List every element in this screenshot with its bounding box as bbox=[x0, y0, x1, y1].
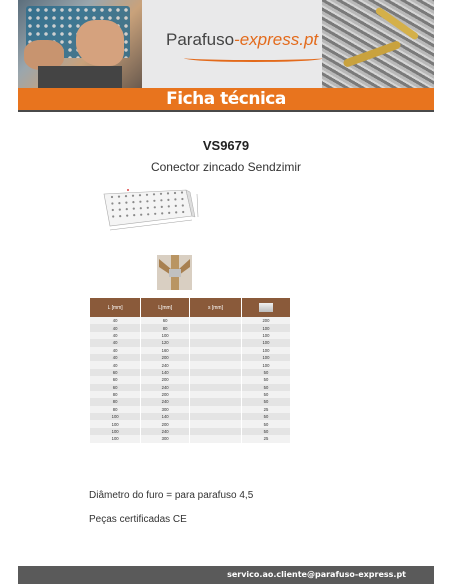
plate-hole bbox=[175, 211, 177, 213]
hole-diameter-note: Diâmetro do furo = para parafuso 4,5 bbox=[89, 490, 254, 501]
col-header-width: L [mm] bbox=[90, 298, 141, 317]
cell-length: 200 bbox=[141, 420, 190, 427]
table-row bbox=[90, 420, 291, 427]
cell-quantity: 50 bbox=[241, 420, 290, 427]
table-row bbox=[90, 391, 291, 398]
cell-width: 40 bbox=[90, 354, 141, 361]
cell-thickness bbox=[190, 428, 242, 435]
cell-length: 160 bbox=[141, 347, 190, 354]
banner-title: Ficha técnica bbox=[166, 89, 286, 109]
table-row bbox=[90, 361, 291, 368]
cell-quantity: 100 bbox=[241, 324, 290, 331]
plate-hole bbox=[119, 215, 121, 217]
plate-hole bbox=[132, 201, 134, 203]
tool-case-image bbox=[38, 66, 122, 88]
plate-hole bbox=[182, 211, 184, 213]
plate-hole bbox=[125, 202, 127, 204]
footer-email[interactable]: servico.ao.cliente@parafuso-express.pt bbox=[227, 570, 406, 579]
cell-length: 200 bbox=[141, 391, 190, 398]
cell-quantity: 100 bbox=[241, 332, 290, 339]
cell-quantity: 100 bbox=[241, 354, 290, 361]
plate-hole bbox=[154, 213, 156, 215]
cell-width: 80 bbox=[90, 391, 141, 398]
cell-thickness bbox=[190, 413, 242, 420]
cell-thickness bbox=[190, 369, 242, 376]
cell-quantity: 50 bbox=[241, 376, 290, 383]
plate-hole bbox=[140, 207, 142, 209]
brand-logo bbox=[166, 30, 318, 50]
plate-hole bbox=[112, 209, 114, 211]
table-row bbox=[90, 406, 291, 413]
cell-thickness bbox=[190, 435, 242, 442]
table-row bbox=[90, 428, 291, 435]
plate-hole bbox=[133, 214, 135, 216]
brand-main: Parafuso bbox=[166, 30, 235, 49]
cell-thickness bbox=[190, 398, 242, 405]
table-row bbox=[90, 347, 291, 354]
divider bbox=[18, 110, 434, 112]
cell-length: 140 bbox=[141, 369, 190, 376]
cell-thickness bbox=[190, 391, 242, 398]
cell-width: 100 bbox=[90, 413, 141, 420]
cell-length: 80 bbox=[141, 324, 190, 331]
plate-hole bbox=[175, 205, 177, 207]
cell-thickness bbox=[190, 332, 242, 339]
col-header-thickness: s [mm] bbox=[190, 298, 242, 317]
cell-length: 240 bbox=[141, 361, 190, 368]
screw-image bbox=[342, 40, 401, 68]
cell-width: 60 bbox=[90, 369, 141, 376]
cell-width: 100 bbox=[90, 420, 141, 427]
cell-length: 120 bbox=[141, 339, 190, 346]
product-photo bbox=[157, 255, 192, 290]
cell-width: 40 bbox=[90, 317, 141, 324]
table-row bbox=[90, 324, 291, 331]
screw-image-2 bbox=[375, 6, 420, 40]
cell-length: 200 bbox=[141, 376, 190, 383]
hand-image-right bbox=[76, 20, 124, 66]
cell-width: 40 bbox=[90, 332, 141, 339]
col-header-quantity bbox=[241, 298, 290, 317]
plate-hole bbox=[153, 200, 155, 202]
cell-length: 60 bbox=[141, 317, 190, 324]
cell-thickness bbox=[190, 317, 242, 324]
plate-hole bbox=[126, 208, 128, 210]
table-row bbox=[90, 369, 291, 376]
plate-hole bbox=[147, 213, 149, 215]
plate-hole bbox=[132, 195, 134, 197]
table-row bbox=[90, 398, 291, 405]
cell-length: 300 bbox=[141, 406, 190, 413]
plate-hole bbox=[119, 209, 121, 211]
plate-hole bbox=[174, 192, 176, 194]
plate-hole bbox=[140, 214, 142, 216]
table-row bbox=[90, 376, 291, 383]
box-icon bbox=[259, 303, 273, 312]
table-row bbox=[90, 435, 291, 442]
plate-hole bbox=[112, 215, 114, 217]
cell-length: 240 bbox=[141, 398, 190, 405]
timber-joint-image bbox=[157, 255, 192, 290]
cell-thickness bbox=[190, 376, 242, 383]
brand-swoosh bbox=[184, 54, 324, 62]
cell-length: 100 bbox=[141, 332, 190, 339]
header bbox=[18, 0, 434, 88]
cell-width: 40 bbox=[90, 339, 141, 346]
cell-thickness bbox=[190, 324, 242, 331]
plate-hole bbox=[181, 191, 183, 193]
cell-quantity: 100 bbox=[241, 361, 290, 368]
technical-drawing bbox=[100, 186, 200, 236]
plate-hole bbox=[161, 212, 163, 214]
plate-hole bbox=[147, 207, 149, 209]
header-photo-tools bbox=[18, 0, 142, 88]
plate-hole bbox=[126, 215, 128, 217]
cell-width: 60 bbox=[90, 376, 141, 383]
plate-hole bbox=[118, 202, 120, 204]
footer bbox=[18, 566, 434, 584]
table-row bbox=[90, 413, 291, 420]
cell-width: 80 bbox=[90, 406, 141, 413]
cell-width: 40 bbox=[90, 347, 141, 354]
cell-length: 240 bbox=[141, 428, 190, 435]
plate-hole bbox=[154, 206, 156, 208]
cell-thickness bbox=[190, 354, 242, 361]
cell-quantity: 200 bbox=[241, 317, 290, 324]
plate-hole bbox=[167, 192, 169, 194]
plate-hole bbox=[146, 200, 148, 202]
cell-width: 80 bbox=[90, 398, 141, 405]
cell-quantity: 100 bbox=[241, 347, 290, 354]
plate-hole bbox=[182, 204, 184, 206]
plate-hole bbox=[118, 196, 120, 198]
title-banner bbox=[18, 88, 434, 110]
cell-quantity: 25 bbox=[241, 406, 290, 413]
plate-hole bbox=[111, 202, 113, 204]
cell-thickness bbox=[190, 339, 242, 346]
cell-quantity: 50 bbox=[241, 398, 290, 405]
cell-width: 100 bbox=[90, 435, 141, 442]
table-row bbox=[90, 339, 291, 346]
plate-hole bbox=[133, 208, 135, 210]
cell-length: 300 bbox=[141, 435, 190, 442]
table-row bbox=[90, 332, 291, 339]
plate-hole bbox=[174, 198, 176, 200]
cell-thickness bbox=[190, 420, 242, 427]
cell-length: 200 bbox=[141, 354, 190, 361]
header-photo-screws bbox=[322, 0, 434, 88]
brand-suffix: -express.pt bbox=[234, 30, 319, 49]
plate-hole bbox=[168, 205, 170, 207]
cell-quantity: 100 bbox=[241, 339, 290, 346]
cell-thickness bbox=[190, 406, 242, 413]
col-header-length: L[mm] bbox=[141, 298, 190, 317]
table-row bbox=[90, 317, 291, 324]
plate-hole bbox=[146, 194, 148, 196]
table-row bbox=[90, 384, 291, 391]
plate-hole bbox=[160, 193, 162, 195]
cell-thickness bbox=[190, 347, 242, 354]
cell-quantity: 25 bbox=[241, 435, 290, 442]
plate-hole bbox=[181, 198, 183, 200]
cell-width: 40 bbox=[90, 324, 141, 331]
plate-hole bbox=[161, 206, 163, 208]
cell-width: 40 bbox=[90, 361, 141, 368]
cell-quantity: 50 bbox=[241, 391, 290, 398]
plate-hole bbox=[153, 193, 155, 195]
cell-width: 100 bbox=[90, 428, 141, 435]
cell-quantity: 50 bbox=[241, 369, 290, 376]
certification-note: Peças certificadas CE bbox=[89, 514, 187, 525]
plate-hole bbox=[167, 199, 169, 201]
plate-hole bbox=[125, 195, 127, 197]
cell-length: 140 bbox=[141, 413, 190, 420]
cell-quantity: 50 bbox=[241, 413, 290, 420]
cell-thickness bbox=[190, 384, 242, 391]
cell-quantity: 50 bbox=[241, 384, 290, 391]
plate-hole bbox=[111, 196, 113, 198]
product-code: VS9679 bbox=[202, 138, 250, 153]
cell-length: 240 bbox=[141, 384, 190, 391]
spec-table bbox=[90, 298, 291, 443]
plate-hole bbox=[160, 199, 162, 201]
plate-hole bbox=[168, 212, 170, 214]
table-header-row bbox=[90, 298, 291, 317]
plate-hole bbox=[139, 194, 141, 196]
cell-width: 60 bbox=[90, 384, 141, 391]
cell-thickness bbox=[190, 361, 242, 368]
product-description: Conector zincado Sendzimir bbox=[150, 160, 302, 174]
cell-quantity: 50 bbox=[241, 428, 290, 435]
table-row bbox=[90, 354, 291, 361]
plate-hole bbox=[139, 201, 141, 203]
